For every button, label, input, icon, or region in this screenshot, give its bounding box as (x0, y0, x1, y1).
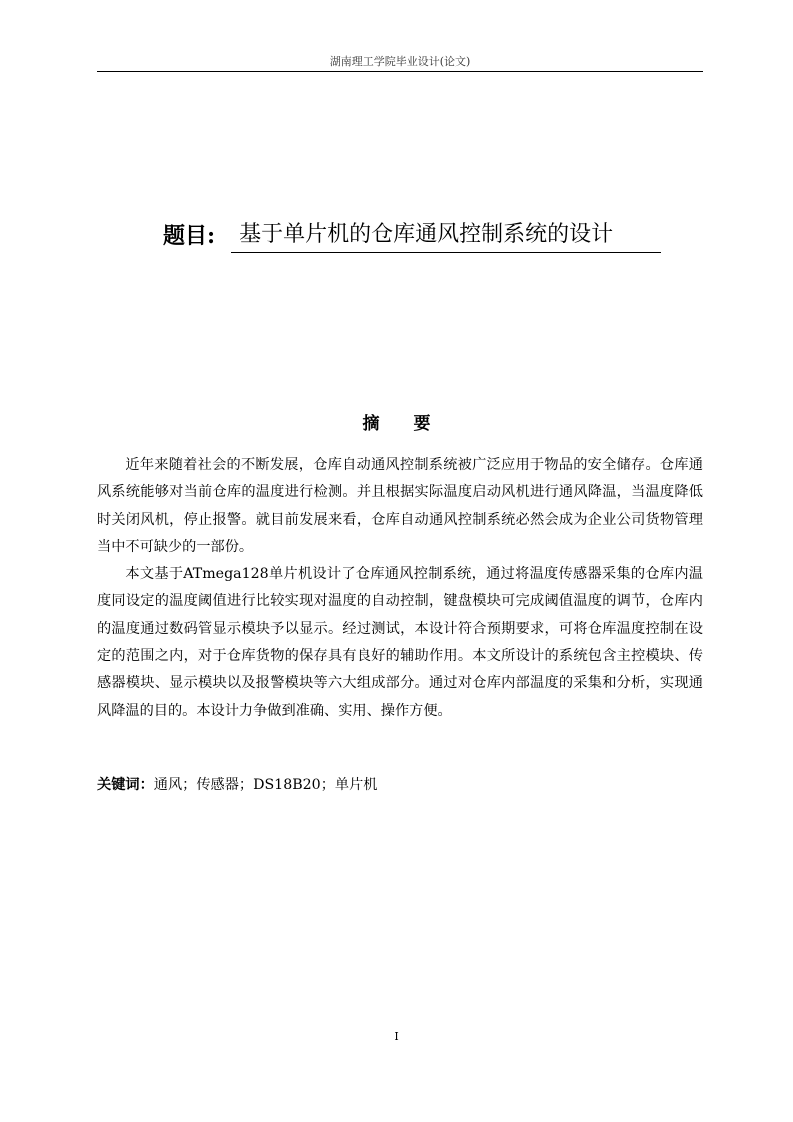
title-label: 题目: (163, 223, 216, 249)
thesis-title (163, 219, 661, 253)
title-value: 基于单片机的仓库通风控制系统的设计 (231, 220, 661, 253)
abstract-paragraph-2: 本文基于ATmega128单片机设计了仓库通风控制系统，通过将温度传感器采集的仓库内温度同设定的温度阈值进行比较实现对温度的自动控制，键盘模块可完成阈值温度的调节，仓库内的温度通过数码管显示模块予以显示。经过测试，本设计符合预期要求，可将仓库温度控制在设定的范围之内，对于仓库货物的保存具有良好的辅助作用。本文所设计的系统包含主控模块、传感器模块、显示模块以及报警模块等六大组成部分。通过对仓库内部温度的采集和分析，实现通风降温的目的。本设计力争做到准确、实用、操作方便。 (97, 566, 703, 719)
keywords-value: 通风；传感器；DS18B20；单片机 (153, 777, 378, 793)
abstract-paragraph-1: 近年来随着社会的不断发展，仓库自动通风控制系统被广泛应用于物品的安全储存。仓库通风系统能够对当前仓库的温度进行检测。并且根据实际温度启动风机进行通风降温，当温度降低时关闭风机，停止报警。就目前发展来看，仓库自动通风控制系统必然会成为企业公司货物管理当中不可缺少的一部份。 (97, 457, 703, 555)
abstract-body (97, 452, 703, 725)
running-header: 湖南理工学院毕业设计(论文) (329, 55, 471, 68)
header-rule (97, 71, 703, 72)
page-number: I (394, 1030, 399, 1043)
abstract-heading: 摘 要 (362, 414, 445, 434)
keywords-label: 关键词： (97, 777, 154, 793)
keywords (97, 772, 703, 799)
